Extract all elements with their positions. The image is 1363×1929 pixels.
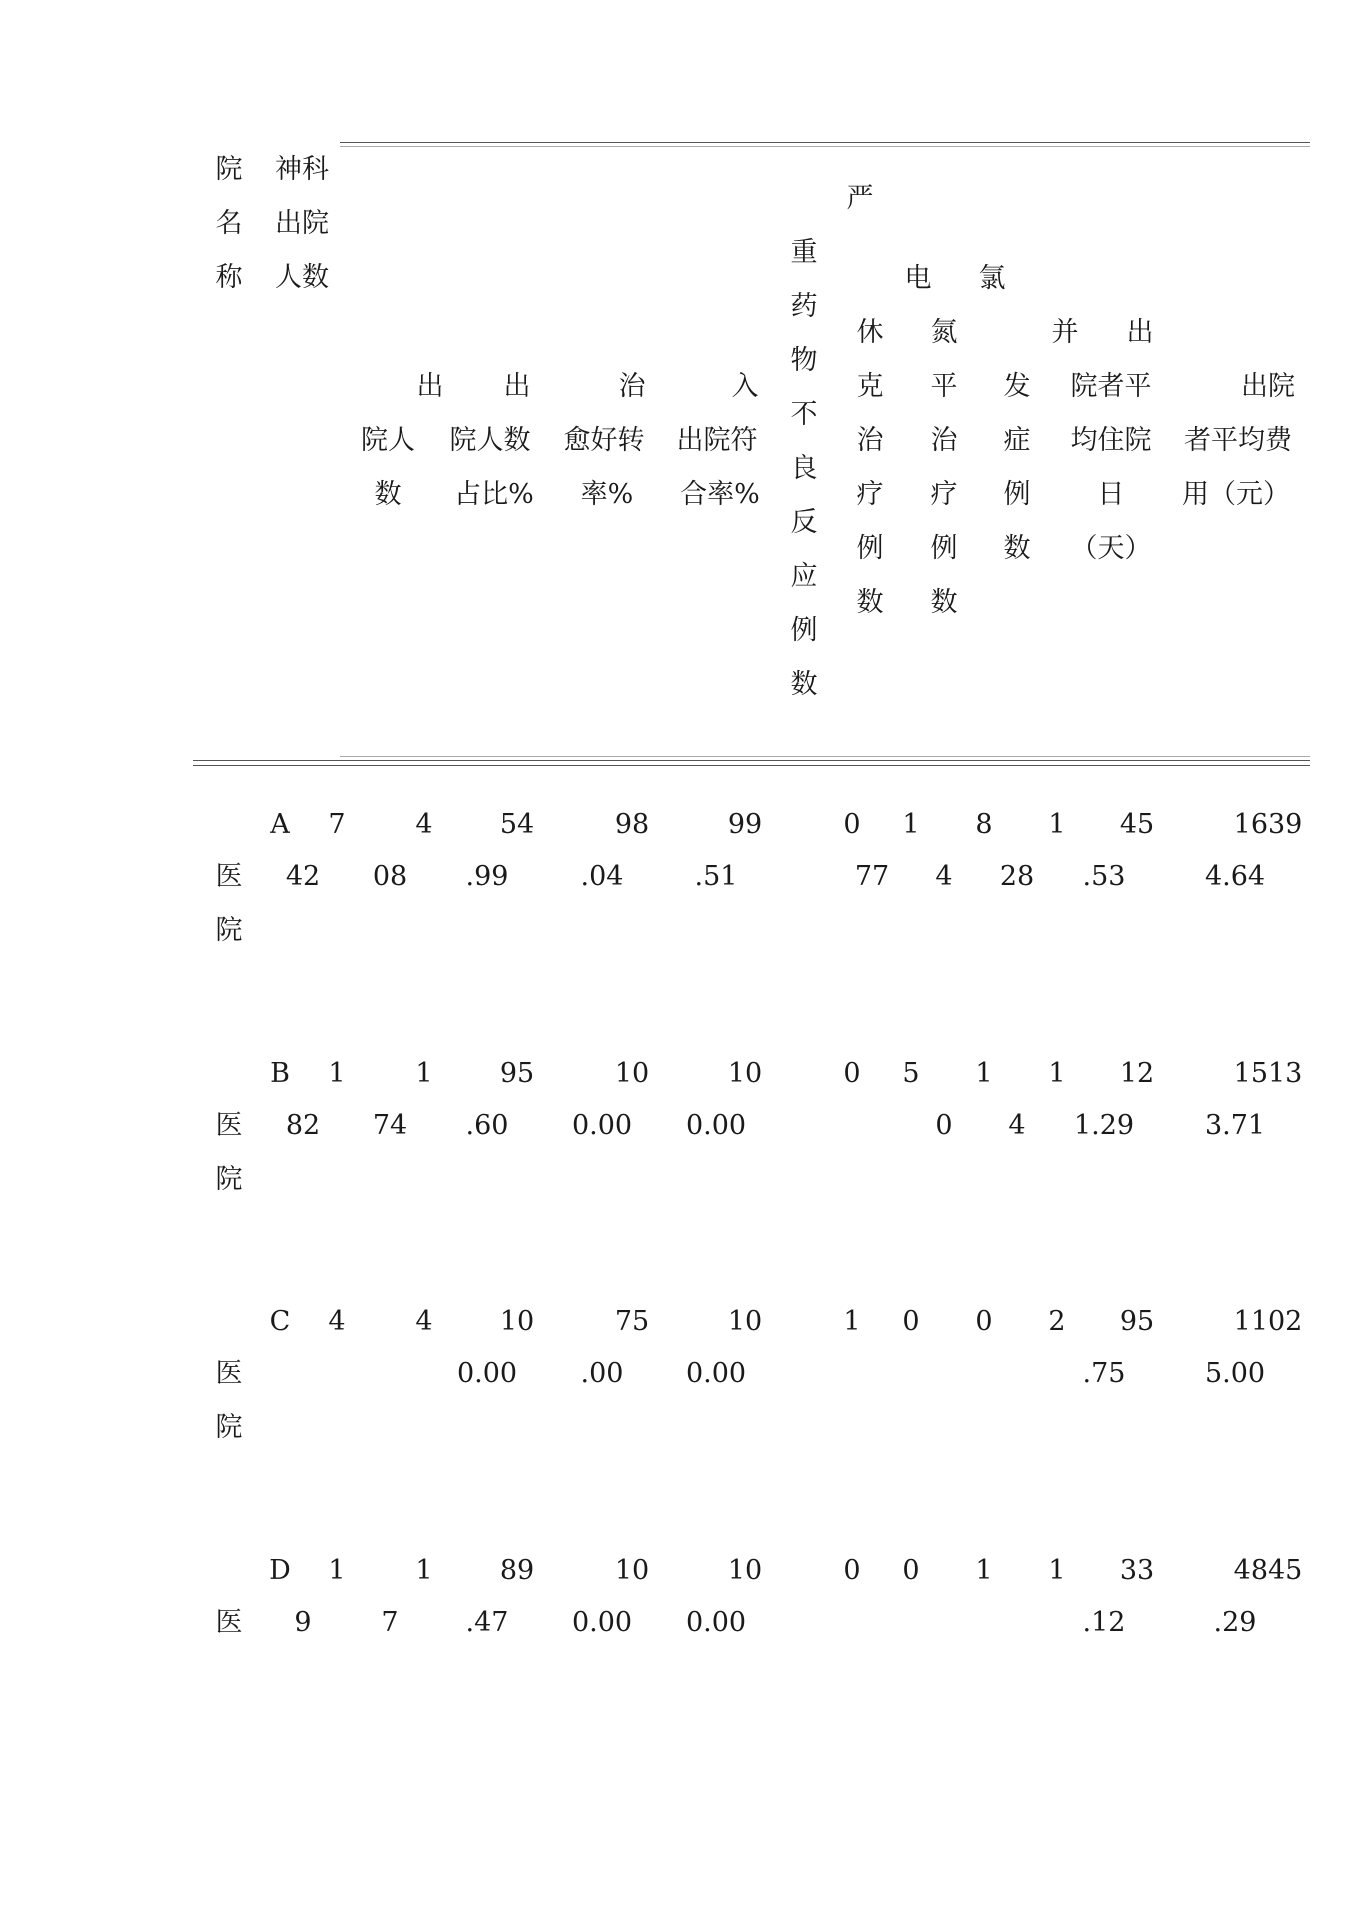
- cell-c11-top: 1102: [1233, 1306, 1303, 1337]
- hdr-discharged-1: 出: [416, 371, 444, 402]
- table-row: [0, 1059, 1363, 1299]
- hdr-shock-1: 休: [856, 317, 884, 348]
- hdr-cost-1: 出院: [1241, 371, 1295, 402]
- hdr-cure-3: 率%: [580, 479, 634, 510]
- cell-c10-bot: .53: [1082, 861, 1126, 892]
- row-label-3: 院: [215, 1412, 243, 1443]
- cell-c1-bot: 42: [285, 861, 321, 892]
- hdr-stay-3: 均住院: [1070, 425, 1152, 456]
- row-label-2: 医: [215, 861, 243, 892]
- hdr-dept-1: 神科: [275, 154, 329, 185]
- cell-c10-top: 12: [1119, 1058, 1155, 1089]
- cell-c11-bot: 4.64: [1204, 861, 1266, 892]
- cell-c9-top: 1: [1048, 1555, 1066, 1586]
- cell-c8-top: 1: [975, 1555, 993, 1586]
- cell-c6-top: 0: [843, 809, 861, 840]
- cell-c10-top: 45: [1119, 809, 1155, 840]
- row-letter: B: [270, 1058, 290, 1089]
- cell-c8-bot: 0: [935, 1110, 953, 1141]
- hdr-adr-7: 应: [790, 561, 818, 592]
- hdr-adr-2: 药: [790, 291, 818, 322]
- hdr-match-2: 出院符: [676, 425, 758, 456]
- cell-c4-bot: 0.00: [571, 1110, 633, 1141]
- hdr-hospital-3: 称: [215, 262, 243, 293]
- cell-c4-bot: 0.00: [571, 1607, 633, 1638]
- hdr-comp-3: 症: [1003, 425, 1031, 456]
- hdr-shock-5: 例: [856, 533, 884, 564]
- row-letter: D: [269, 1555, 291, 1586]
- cell-c11-bot: .29: [1213, 1607, 1257, 1638]
- hdr-adr-1: 重: [790, 237, 818, 268]
- cell-c11-top: 1639: [1233, 809, 1303, 840]
- cell-c8-bot: 4: [935, 861, 953, 892]
- cell-c5-top: 10: [727, 1555, 763, 1586]
- cell-c5-top: 99: [727, 809, 763, 840]
- hdr-cost-2: 者平均费: [1184, 425, 1292, 456]
- hdr-adr-8: 例: [790, 615, 818, 646]
- cell-c10-top: 33: [1119, 1555, 1155, 1586]
- hdr-adr-5: 良: [790, 453, 818, 484]
- hdr-elec-3: 平: [930, 371, 958, 402]
- row-label-3: 院: [215, 915, 243, 946]
- cell-c3-top: 95: [499, 1058, 535, 1089]
- hdr-cure-1: 治: [618, 371, 646, 402]
- hdr-ratio-2: 院人数: [449, 425, 531, 456]
- hdr-hospital-2: 名: [215, 208, 243, 239]
- cell-c4-top: 75: [614, 1306, 650, 1337]
- hdr-shock-4: 疗: [856, 479, 884, 510]
- hdr-dept-2: 出院: [275, 208, 329, 239]
- table-row: [0, 810, 1363, 1050]
- hdr-elec-1: 电: [904, 263, 932, 294]
- cell-c5-top: 10: [727, 1306, 763, 1337]
- cell-c7-top: 1: [902, 809, 920, 840]
- hdr-discharged-3: 数: [374, 479, 402, 510]
- hdr-stay-top2: 出: [1126, 317, 1154, 348]
- row-letter: C: [269, 1306, 291, 1337]
- hdr-stay-4: 日: [1097, 479, 1125, 510]
- cell-c8-top: 8: [975, 809, 993, 840]
- cell-c4-bot: .00: [580, 1358, 624, 1389]
- hdr-hospital-1: 院: [215, 154, 243, 185]
- cell-c11-top: 1513: [1233, 1058, 1303, 1089]
- cell-c5-bot: 0.00: [685, 1607, 747, 1638]
- cell-c2-bot: 08: [372, 861, 408, 892]
- hdr-comp-2: 发: [1003, 371, 1031, 402]
- hdr-adr-4: 不: [790, 399, 818, 430]
- hdr-cure-2: 愈好转: [563, 425, 645, 456]
- cell-c3-bot: .47: [465, 1607, 509, 1638]
- cell-c5-bot: 0.00: [685, 1110, 747, 1141]
- hdr-comp-5: 数: [1003, 533, 1031, 564]
- hdr-shock-3: 治: [856, 425, 884, 456]
- cell-c2-top: 1: [415, 1555, 433, 1586]
- cell-c6-top: 1: [843, 1306, 861, 1337]
- cell-c8-top: 0: [975, 1306, 993, 1337]
- cell-c6-top: 0: [843, 1555, 861, 1586]
- cell-c2-bot: 74: [372, 1110, 408, 1141]
- cell-c10-top: 95: [1119, 1306, 1155, 1337]
- cell-c9-bot: 4: [1008, 1110, 1026, 1141]
- hdr-stay-2: 院者平: [1070, 371, 1152, 402]
- row-letter: A: [270, 809, 290, 840]
- hdr-elec-7: 数: [930, 587, 958, 618]
- header-top-rule-2: [340, 146, 1310, 147]
- hdr-elec-4: 治: [930, 425, 958, 456]
- cell-c7-top: 0: [902, 1555, 920, 1586]
- cell-c9-bot: 28: [999, 861, 1035, 892]
- cell-c1-top: 1: [328, 1058, 346, 1089]
- hdr-ratio-3: 占比%: [454, 479, 534, 510]
- cell-c10-bot: .75: [1082, 1358, 1126, 1389]
- cell-c8-top: 1: [975, 1058, 993, 1089]
- cell-c9-top: 1: [1048, 1058, 1066, 1089]
- cell-c3-bot: 0.00: [456, 1358, 518, 1389]
- cell-c9-top: 1: [1048, 809, 1066, 840]
- cell-c2-top: 4: [415, 1306, 433, 1337]
- hdr-shock-6: 数: [856, 587, 884, 618]
- table-row: [0, 1307, 1363, 1547]
- cell-c1-top: 7: [328, 809, 346, 840]
- cell-c4-top: 10: [614, 1058, 650, 1089]
- cell-c2-top: 4: [415, 809, 433, 840]
- cell-c5-top: 10: [727, 1058, 763, 1089]
- cell-c2-bot: 7: [381, 1607, 399, 1638]
- cell-c7-bot: 77: [854, 861, 890, 892]
- row-label-3: 院: [215, 1164, 243, 1195]
- cell-c11-bot: 3.71: [1204, 1110, 1266, 1141]
- hdr-match-3: 合率%: [680, 479, 760, 510]
- cell-c1-top: 1: [328, 1555, 346, 1586]
- hdr-comp-1: 氯: [978, 263, 1006, 294]
- hdr-stay-5: （天）: [1070, 533, 1152, 564]
- hdr-adr-3: 物: [790, 345, 818, 376]
- cell-c7-top: 5: [902, 1058, 920, 1089]
- hdr-elec-5: 疗: [930, 479, 958, 510]
- hdr-discharged-2: 院人: [361, 425, 415, 456]
- cell-c3-top: 89: [499, 1555, 535, 1586]
- row-label-2: 医: [215, 1358, 243, 1389]
- cell-c7-top: 0: [902, 1306, 920, 1337]
- cell-c3-top: 10: [499, 1306, 535, 1337]
- header-bottom-rule-b: [193, 760, 1310, 761]
- cell-c5-bot: .51: [694, 861, 738, 892]
- cell-c4-top: 10: [614, 1555, 650, 1586]
- cell-c10-bot: .12: [1082, 1607, 1126, 1638]
- cell-c11-top: 4845: [1233, 1555, 1303, 1586]
- hdr-elec-6: 例: [930, 533, 958, 564]
- header-bottom-rule-a: [340, 756, 1310, 757]
- cell-c4-bot: .04: [580, 861, 624, 892]
- header-bottom-rule-c: [193, 765, 1310, 766]
- cell-c5-bot: 0.00: [685, 1358, 747, 1389]
- hdr-shock-2: 克: [856, 371, 884, 402]
- cell-c3-bot: .60: [465, 1110, 509, 1141]
- cell-c10-bot: 1.29: [1073, 1110, 1135, 1141]
- hdr-elec-2: 氮: [930, 317, 958, 348]
- hdr-severe: 严: [846, 183, 874, 214]
- cell-c1-bot: 82: [285, 1110, 321, 1141]
- hdr-adr-6: 反: [790, 507, 818, 538]
- hdr-comp-4: 例: [1003, 479, 1031, 510]
- row-label-2: 医: [215, 1110, 243, 1141]
- cell-c4-top: 98: [614, 809, 650, 840]
- cell-c3-top: 54: [499, 809, 535, 840]
- hdr-cost-3: 用（元）: [1182, 479, 1290, 510]
- cell-c9-top: 2: [1048, 1306, 1066, 1337]
- cell-c1-top: 4: [328, 1306, 346, 1337]
- cell-c1-bot: 9: [294, 1607, 312, 1638]
- hdr-ratio-1: 出: [503, 371, 531, 402]
- cell-c11-bot: 5.00: [1204, 1358, 1266, 1389]
- cell-c3-bot: .99: [465, 861, 509, 892]
- cell-c6-top: 0: [843, 1058, 861, 1089]
- row-label-2: 医: [215, 1607, 243, 1638]
- hdr-match-1: 入: [731, 371, 759, 402]
- header-top-rule: [340, 142, 1310, 143]
- hdr-stay-1: 并: [1051, 317, 1079, 348]
- hdr-adr-9: 数: [790, 669, 818, 700]
- table-row: [0, 1556, 1363, 1796]
- hdr-dept-3: 人数: [275, 262, 329, 293]
- cell-c2-top: 1: [415, 1058, 433, 1089]
